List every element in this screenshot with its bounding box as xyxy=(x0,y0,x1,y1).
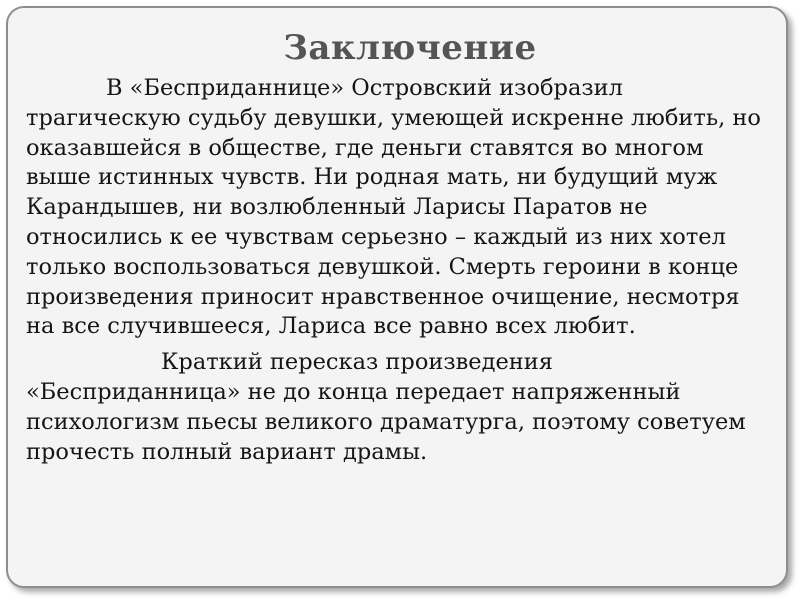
paragraph-conclusion: В «Бесприданнице» Островский изобразил трагическую судьбу девушки, умеющей искренне любить, но оказавшейся в обществе, где деньги ставятся во многом выше истинных чувств. Ни родная мать, ни будущий муж Карандышев, ни возлюбленный Ларисы Паратов не относились к ее чувствам серьезно – каждый из них хотел только воспользоваться девушкой. Смерть героини в конце произведения приносит нравственное очищение, несмотря на все случившееся, Лариса все равно всех любит. xyxy=(26,75,761,340)
slide-title: Заключение xyxy=(283,28,537,68)
paragraph-recommendation: Краткий пересказ произведения «Бесприданница» не до конца передает напряженный психологизм пьесы великого драматурга, поэтому советуем прочесть полный вариант драмы. xyxy=(26,349,746,465)
slide-body xyxy=(26,74,766,467)
